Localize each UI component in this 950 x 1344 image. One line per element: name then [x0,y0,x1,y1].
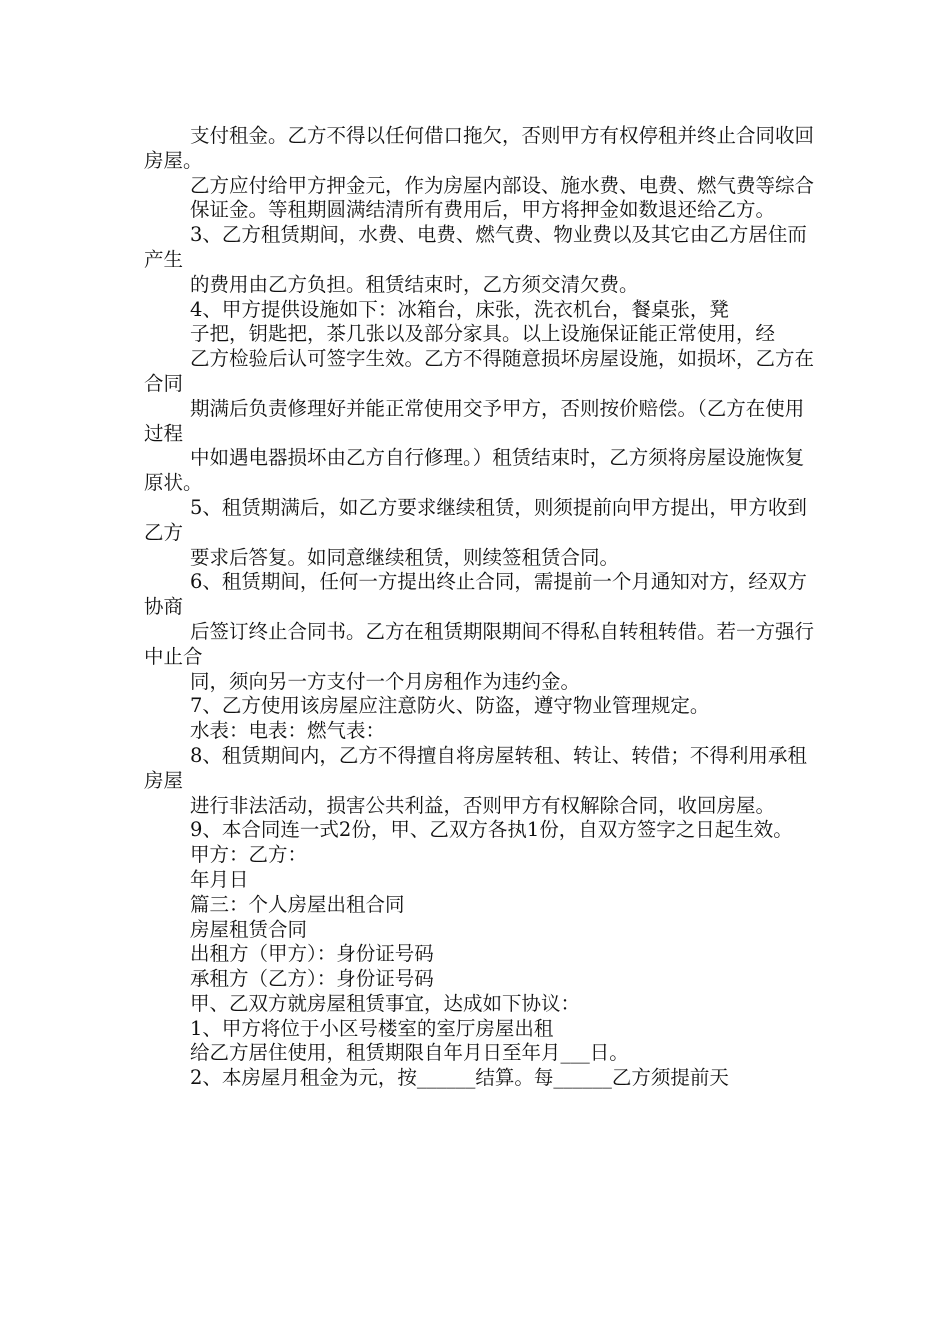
paragraph: 水表：电表：燃气表： [190,719,386,743]
date-line: 年月日 [190,867,249,891]
paragraph: 5、租赁期满后，如乙方要求继续租赁，则须提前向甲方提出，甲方收到乙方 [144,495,807,544]
paragraph: 1、甲方将位于小区号楼室的室厅房屋出租 [190,1016,554,1040]
paragraph: 保证金。等租期圆满结清所有费用后，甲方将押金如数退还给乙方。 [190,198,776,222]
paragraph: 出租方（甲方）：身份证号码 [190,942,434,966]
paragraph: 甲、乙双方就房屋租赁事宜，达成如下协议： [190,991,581,1015]
paragraph: 中如遇电器损坏由乙方自行修理。）租赁结束时，乙方须将房屋设施恢复原状。 [144,446,805,495]
paragraph: 承租方（乙方）：身份证号码 [190,967,434,991]
paragraph: 7、乙方使用该房屋应注意防火、防盗，遵守物业管理规定。 [190,694,710,718]
paragraph: 4、甲方提供设施如下：冰箱台，床张，洗衣机台，餐桌张，凳 [190,297,729,321]
paragraph: 支付租金。乙方不得以任何借口拖欠，否则甲方有权停租并终止合同收回房屋。 [144,124,815,172]
document-body [144,124,820,1091]
paragraph: 给乙方居住使用，租赁期限自年月日至年月___日。 [190,1041,629,1065]
paragraph: 2、本房屋月租金为元，按______结算。每______乙方须提前天 [190,1066,729,1090]
paragraph: 子把，钥匙把，茶几张以及部分家具。以上设施保证能正常使用，经 [190,322,776,346]
paragraph: 8、租赁期间内，乙方不得擅自将房屋转租、转让、转借；不得利用承租房屋 [144,743,807,792]
section-heading: 篇三：个人房屋出租合同 [190,892,405,916]
signature-line: 甲方：乙方： [190,843,308,867]
paragraph: 后签订终止合同书。乙方在租赁期限期间不得私自转租转借。若一方强行中止合 [144,619,815,668]
paragraph: 进行非法活动，损害公共利益，否则甲方有权解除合同，收回房屋。 [190,793,776,817]
paragraph: 同，须向另一方支付一个月房租作为违约金。 [190,669,581,693]
contract-title: 房屋租赁合同 [190,917,308,941]
paragraph: 要求后答复。如同意继续租赁，则续签租赁合同。 [190,545,620,569]
paragraph: 6、租赁期间，任何一方提出终止合同，需提前一个月通知对方，经双方协商 [144,570,807,619]
paragraph: 期满后负责修理好并能正常使用交予甲方，否则按价赔偿。（乙方在使用过程 [144,396,805,445]
paragraph: 乙方检验后认可签字生效。乙方不得随意损坏房屋设施，如损坏，乙方在合同 [144,347,815,395]
paragraph: 3、乙方租赁期间，水费、电费、燃气费、物业费以及其它由乙方居住而产生 [144,223,807,271]
paragraph: 的费用由乙方负担。租赁结束时，乙方须交清欠费。 [190,272,639,296]
paragraph: 9、本合同连一式2份，甲、乙双方各执1份，自双方签字之日起生效。 [190,818,793,842]
paragraph: 乙方应付给甲方押金元，作为房屋内部设、施水费、电费、燃气费等综合 [190,173,815,197]
